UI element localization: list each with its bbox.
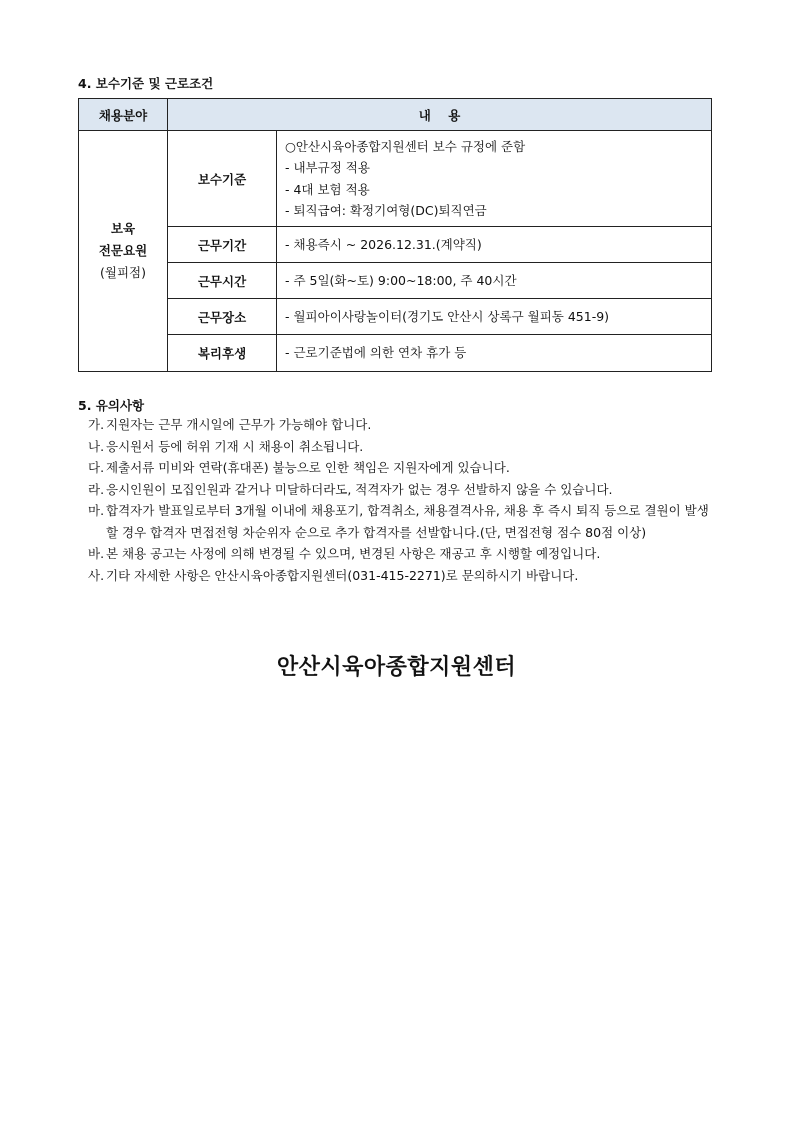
row-label-hours: 근무시간: [168, 263, 277, 299]
item-text: 응시인원이 모집인원과 같거나 미달하더라도, 적격자가 없는 경우 선발하지 않을 수 있습니다.: [106, 481, 613, 497]
row-content-salary: [277, 131, 712, 227]
table-header-row: [79, 99, 712, 131]
organization-name: 안산시육아종합지원센터: [276, 655, 517, 680]
field-line-2: 전문요원: [98, 243, 148, 258]
item-text: 응시원서 등에 허위 기재 시 채용이 취소됩니다.: [106, 438, 364, 454]
field-line-3: (월피점): [100, 265, 146, 280]
row-label-salary: 보수기준: [168, 131, 277, 227]
section-4-title: 4. 보수기준 및 근로조건: [78, 76, 214, 91]
row-label-location: 근무장소: [168, 299, 277, 335]
row-label-period: 근무기간: [168, 227, 277, 263]
item-text: 기타 자세한 사항은 안산시육아종합지원센터(031-415-2271)로 문의하시기 바랍니다.: [106, 567, 579, 583]
header-content: [168, 99, 712, 131]
row-content-hours: [277, 263, 712, 299]
content-line: - 근로기준법에 의한 연차 휴가 등: [285, 345, 467, 361]
list-item: [88, 500, 713, 543]
row-content-location: [277, 299, 712, 335]
item-text: 본 채용 공고는 사정에 의해 변경될 수 있으며, 변경된 사항은 재공고 후 시행할 예정입니다.: [106, 546, 601, 561]
list-item: [88, 457, 713, 479]
table-row: [79, 263, 712, 299]
field-line-1: 보육: [110, 221, 136, 236]
content-line: ○안산시육아종합지원센터 보수 규정에 준함: [285, 138, 526, 154]
row-content-period: [277, 227, 712, 263]
row-content-welfare: [277, 335, 712, 372]
content-line: - 퇴직급여: 확정기여형(DC)퇴직연금: [285, 203, 487, 218]
content-line: - 내부규정 적용: [285, 160, 370, 175]
item-text: 제출서류 미비와 연락(휴대폰) 불능으로 인한 책임은 지원자에게 있습니다.: [106, 460, 510, 475]
header-content-text: 내 용: [418, 107, 461, 123]
item-mark: 나.: [88, 438, 105, 454]
section-5-title: 5. 유의사항: [78, 398, 145, 413]
recruitment-field-cell: [79, 131, 168, 372]
list-item: [88, 479, 713, 501]
list-item: [88, 543, 713, 565]
item-mark: 다.: [88, 460, 105, 475]
content-line: - 월피아이사랑놀이터(경기도 안산시 상록구 월피동 451-9): [285, 308, 610, 324]
table-row: [79, 335, 712, 372]
working-conditions-table: [78, 98, 712, 372]
list-item: [88, 436, 713, 458]
item-mark: 마.: [88, 503, 105, 518]
row-label-welfare: 복리후생: [168, 335, 277, 372]
content-line: - 4대 보험 적용: [285, 181, 370, 197]
table-row: [79, 131, 712, 227]
item-mark: 바.: [88, 546, 105, 561]
item-text: 지원자는 근무 개시일에 근무가 가능해야 합니다.: [106, 417, 372, 432]
notes-list: [88, 414, 713, 586]
list-item: [88, 565, 713, 587]
table-row: [79, 227, 712, 263]
item-mark: 가.: [88, 417, 105, 432]
item-text: 합격자가 발표일로부터 3개월 이내에 채용포기, 합격취소, 채용결격사유, 채용 후 즉시 퇴직 등으로 결원이 발생할 경우 합격자 면접전형 차순위자 순으로 추가 합격자를 선발합니다.(단, 면접전형 점수 80점 이상): [106, 503, 709, 540]
item-mark: 사.: [88, 567, 105, 583]
table-row: [79, 299, 712, 335]
header-field: 채용분야: [79, 99, 168, 131]
list-item: [88, 414, 713, 436]
item-mark: 라.: [88, 481, 105, 497]
content-line: - 채용즉시 ~ 2026.12.31.(계약직): [285, 236, 482, 252]
content-line: - 주 5일(화~토) 9:00~18:00, 주 40시간: [285, 272, 517, 288]
